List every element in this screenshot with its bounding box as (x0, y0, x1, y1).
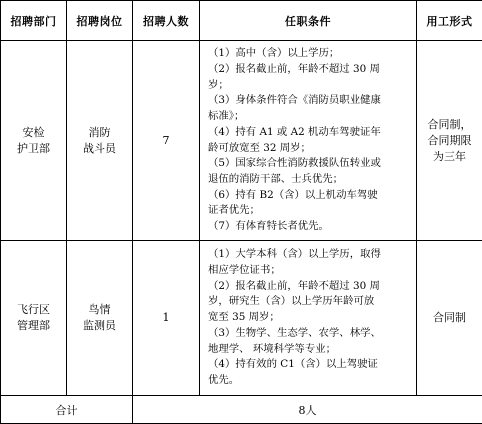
post-line: 消防 (88, 125, 111, 139)
total-value: 8人 (133, 396, 482, 424)
dept-line: 管理部 (17, 319, 50, 332)
post-cell (67, 241, 133, 396)
condition-line: （2）报名截止前，年龄不超过 30 周 (208, 279, 380, 292)
condition-line: （4）持有 A1 或 A2 机动车驾驶证年 (208, 125, 381, 138)
conditions-cell (200, 241, 417, 396)
condition-line: （6）持有 B2（含）以上机动车驾驶 (208, 188, 378, 201)
condition-line: 地理学、 环境科学等专业； (208, 342, 336, 355)
form-line: 为三年 (433, 149, 466, 163)
post-line: 鸟情 (88, 303, 111, 316)
count-value: 1 (162, 311, 170, 324)
header-post: 招聘岗位 (67, 1, 133, 41)
total-label: 合计 (1, 396, 133, 424)
post-line: 战斗员 (83, 141, 116, 155)
condition-line: 标准》； (208, 110, 245, 123)
condition-line: （2）报名截止前，年龄不超过 30 周 (208, 62, 380, 75)
form-line: 合同制 (433, 311, 466, 324)
condition-line: 宽至 35 周岁； (208, 311, 280, 324)
table-row (1, 41, 482, 241)
condition-line: 优先。 (208, 373, 240, 386)
table-row (1, 241, 482, 396)
condition-line: （1）大学本科（含）以上学历，取得 (208, 248, 381, 261)
condition-line: 岁； (208, 78, 229, 91)
condition-line: 岁，研究生（含）以上学历年龄可放 (208, 295, 375, 308)
post-line: 监测员 (83, 319, 116, 332)
header-row (1, 1, 482, 41)
condition-line: （4）持有效的 C1（含）以上驾驶证 (208, 358, 378, 371)
header-form: 用工形式 (417, 1, 482, 41)
total-row (1, 396, 482, 424)
dept-cell (1, 41, 67, 241)
condition-line: 相应学位证书； (208, 264, 281, 277)
condition-line: （3）生物学、生态学、农学、林学、 (208, 326, 381, 339)
condition-line: （3）身体条件符合《消防员职业健康 (208, 94, 381, 107)
count-cell (133, 41, 200, 241)
dept-line: 飞行区 (17, 303, 50, 316)
condition-line: 龄可放宽至 32 周岁； (208, 141, 311, 154)
count-cell (133, 241, 200, 396)
condition-line: 退伍的消防干部、士兵优先； (208, 172, 344, 185)
condition-line: 证者优先； (208, 204, 260, 217)
header-dept: 招聘部门 (1, 1, 67, 41)
post-cell (67, 41, 133, 241)
dept-line: 安检 (22, 125, 45, 139)
condition-line: （5）国家综合性消防救援队伍转业或 (208, 157, 381, 170)
condition-line: （1）高中（含）以上学历； (208, 47, 340, 60)
form-line: 合同制， (427, 117, 472, 131)
condition-line: （7）有体育特长者优先。 (208, 220, 329, 233)
count-value: 7 (162, 133, 170, 147)
dept-cell (1, 241, 67, 396)
header-conditions: 任职条件 (200, 1, 417, 41)
form-cell (417, 241, 482, 396)
form-line: 合同期限 (427, 133, 472, 147)
form-cell (417, 41, 482, 241)
dept-line: 护卫部 (17, 141, 50, 155)
header-count: 招聘人数 (133, 1, 200, 41)
conditions-cell (200, 41, 417, 241)
